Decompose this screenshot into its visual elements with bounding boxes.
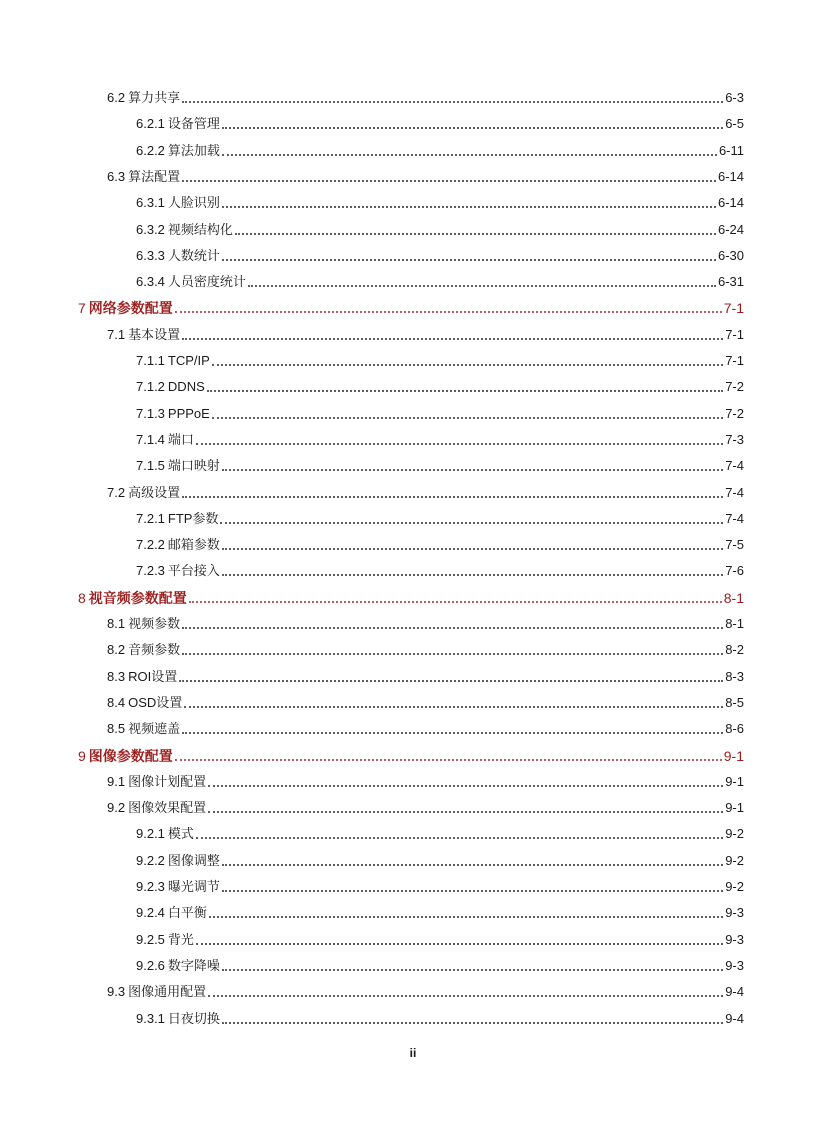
toc-entry-page: 7-4 — [725, 484, 744, 500]
toc-entry-number: 7 — [78, 300, 86, 317]
toc-entry-number: 7.2.3 — [136, 563, 165, 579]
toc-entry-page: 6-14 — [717, 195, 744, 211]
toc-entry-title: OSD设置 — [128, 694, 183, 710]
toc-entry-number: 7.2.1 — [136, 510, 165, 526]
toc-entry-title: 图像通用配置 — [128, 984, 207, 1000]
toc-entry-number: 6.3 — [107, 168, 126, 184]
toc-entry-page: 7-1 — [725, 353, 744, 368]
toc-entry[interactable] — [136, 375, 744, 395]
toc-entry-title: 网络参数配置 — [88, 300, 173, 317]
toc-leader-dots — [175, 759, 722, 761]
toc-entry-title: 端口 — [167, 431, 194, 447]
toc-entry[interactable] — [136, 1007, 744, 1027]
toc-entry-title: 模式 — [167, 826, 194, 842]
toc-entry-title: 图像计划配置 — [128, 773, 207, 789]
toc-leader-dots — [208, 995, 723, 997]
toc-leader-dots — [182, 627, 723, 629]
toc-leader-dots — [248, 285, 716, 287]
toc-entry-page: 7-4 — [725, 510, 744, 526]
toc-entry[interactable] — [107, 86, 744, 106]
toc-entry-page: 8-5 — [725, 694, 744, 710]
toc-leader-dots — [189, 601, 722, 603]
toc-entry[interactable] — [136, 849, 744, 869]
toc-entry[interactable] — [136, 533, 744, 553]
toc-entry-title: 音频参数 — [128, 642, 181, 658]
toc-entry-title: 基本设置 — [128, 326, 181, 342]
toc-entry-page: 6-14 — [717, 168, 744, 184]
toc-entry[interactable] — [136, 507, 744, 527]
toc-leader-dots — [222, 127, 723, 129]
toc-entry-page: 6-31 — [717, 274, 744, 290]
toc-entry-title: TCP/IP — [167, 353, 210, 368]
toc-entry-page: 9-1 — [725, 773, 744, 789]
toc-entry[interactable] — [136, 244, 744, 264]
toc-entry-title: 端口映射 — [167, 458, 220, 474]
toc-entry-title: 算力共享 — [128, 90, 181, 105]
toc-entry-page: 6-3 — [725, 90, 744, 105]
toc-entry-title: 高级设置 — [128, 484, 181, 500]
toc-entry-page: 9-4 — [725, 1010, 744, 1026]
toc-entry-title: ROI设置 — [128, 668, 178, 684]
page-number: ii — [409, 1046, 417, 1060]
toc-entry-title: 背光 — [167, 931, 194, 947]
toc-entry-number: 7.1.5 — [136, 458, 165, 474]
toc-entry-page: 7-2 — [725, 405, 744, 421]
toc-leader-dots — [182, 496, 723, 498]
toc-entry-page: 9-2 — [725, 879, 744, 894]
toc-leader-dots — [222, 864, 723, 866]
toc-entry-page: 9-2 — [725, 826, 744, 842]
toc-entry-number: 7.1.4 — [136, 431, 165, 447]
toc-entry[interactable] — [136, 191, 744, 211]
toc-entry-title: 曝光调节 — [167, 879, 220, 894]
toc-entry-number: 9 — [78, 747, 86, 764]
toc-entry-number: 9.2.3 — [136, 879, 165, 894]
toc-entry-number: 6.3.1 — [136, 195, 165, 211]
toc-leader-dots — [220, 522, 723, 524]
toc-entry[interactable] — [136, 139, 744, 159]
toc-entry-title: PPPoE — [167, 405, 210, 421]
toc-entry-number: 7.1.1 — [136, 353, 165, 368]
toc-entry-title: 人数统计 — [167, 247, 220, 263]
toc-entry-number: 8.2 — [107, 642, 126, 658]
toc-entry-page: 8-3 — [725, 668, 744, 684]
toc-entry-number: 8 — [78, 589, 86, 606]
toc-entry-number: 9.3 — [107, 984, 126, 1000]
toc-entry-number: 7.1.3 — [136, 405, 165, 421]
toc-entry-title: 图像调整 — [167, 852, 220, 868]
toc-entry-title: 图像效果配置 — [128, 800, 207, 816]
toc-entry-title: FTP参数 — [167, 510, 219, 526]
toc-leader-dots — [175, 311, 722, 313]
toc-entry[interactable] — [107, 323, 744, 343]
toc-leader-dots — [182, 101, 723, 103]
toc-entry[interactable] — [107, 796, 744, 816]
toc-entry-page: 7-1 — [723, 300, 744, 317]
toc-entry-number: 9.2 — [107, 800, 126, 816]
toc-entry-page: 9-2 — [725, 852, 744, 868]
toc-leader-dots — [212, 364, 723, 366]
toc-entry-title: 设备管理 — [167, 116, 220, 132]
toc-entry-number: 8.4 — [107, 694, 126, 710]
toc-leader-dots — [182, 338, 723, 340]
toc-entry[interactable] — [107, 638, 744, 658]
toc-entry-number: 9.2.1 — [136, 826, 165, 842]
toc-entry[interactable] — [107, 165, 744, 185]
toc-leader-dots — [196, 443, 723, 445]
toc-entry-page: 8-6 — [725, 721, 744, 737]
toc-leader-dots — [212, 417, 723, 419]
toc-entry-page: 6-11 — [718, 142, 744, 158]
toc-entry-title: 视频结构化 — [167, 221, 233, 237]
toc-entry[interactable] — [136, 954, 744, 974]
toc-leader-dots — [222, 154, 717, 156]
toc-entry-page: 7-5 — [725, 537, 744, 553]
toc-leader-dots — [222, 969, 723, 971]
toc-entry[interactable] — [136, 349, 744, 369]
toc-leader-dots — [182, 653, 723, 655]
toc-leader-dots — [222, 259, 716, 261]
toc-entry-title: 视音频参数配置 — [88, 589, 187, 606]
toc-entry[interactable] — [136, 428, 744, 448]
toc-entry-title: 人脸识别 — [167, 195, 220, 211]
toc-entry-page: 9-4 — [725, 984, 744, 1000]
toc-entry-page: 9-1 — [723, 747, 744, 764]
toc-entry-page: 9-3 — [725, 957, 744, 973]
toc-entry-number: 9.3.1 — [136, 1010, 165, 1026]
toc-entry-title: 视频遮盖 — [128, 721, 181, 737]
toc-entry-number: 7.1 — [107, 326, 126, 342]
toc-entry-page: 7-6 — [725, 563, 744, 579]
toc-leader-dots — [222, 1022, 723, 1024]
toc-entry-page: 9-3 — [725, 931, 744, 947]
toc-entry-number: 9.1 — [107, 773, 126, 789]
toc-leader-dots — [208, 785, 723, 787]
toc-leader-dots — [222, 574, 723, 576]
toc-entry-number: 6.2.2 — [136, 142, 165, 158]
toc-entry-page: 7-4 — [725, 458, 744, 474]
toc-entry-number: 7.2.2 — [136, 537, 165, 553]
toc-leader-dots — [182, 732, 723, 734]
toc-entry[interactable] — [107, 770, 744, 790]
toc-entry[interactable] — [107, 481, 744, 501]
toc-entry[interactable] — [136, 218, 744, 238]
toc-entry-page: 7-3 — [725, 431, 744, 447]
toc-entry[interactable] — [78, 296, 744, 316]
toc-leader-dots — [222, 206, 716, 208]
toc-entry-number: 7.1.2 — [136, 379, 165, 395]
toc-entry-page: 8-2 — [725, 642, 744, 658]
toc-entry-title: 算法加载 — [167, 142, 220, 158]
toc-entry-title: 图像参数配置 — [88, 747, 173, 764]
toc-entry-number: 7.2 — [107, 484, 126, 500]
toc-entry[interactable] — [136, 112, 744, 132]
toc-entry-number: 9.2.2 — [136, 852, 165, 868]
toc-entry-number: 6.2 — [107, 90, 126, 105]
toc-entry-page: 8-1 — [723, 589, 744, 606]
toc-entry[interactable] — [107, 691, 744, 711]
toc-entry-title: 算法配置 — [128, 168, 181, 184]
toc-entry[interactable] — [107, 980, 744, 1000]
toc-entry[interactable] — [136, 928, 744, 948]
toc-leader-dots — [182, 180, 716, 182]
toc-entry-page: 6-30 — [717, 247, 744, 263]
toc-entry[interactable] — [136, 875, 744, 895]
toc-entry[interactable] — [78, 586, 744, 606]
toc-entry-number: 6.3.2 — [136, 221, 165, 237]
toc-entry-page: 7-1 — [725, 326, 744, 342]
toc-entry-title: 人员密度统计 — [167, 274, 246, 290]
toc-entry-number: 8.5 — [107, 721, 126, 737]
toc-entry-number: 6.3.3 — [136, 247, 165, 263]
toc-entry[interactable] — [78, 744, 744, 764]
toc-entry-title: 视频参数 — [128, 616, 181, 631]
toc-entry-page: 6-24 — [717, 221, 744, 237]
toc-entry[interactable] — [136, 454, 744, 474]
toc-entry-page: 9-3 — [725, 905, 744, 921]
toc-entry-number: 6.3.4 — [136, 274, 165, 290]
toc-leader-dots — [207, 390, 723, 392]
toc-entry-title: 平台接入 — [167, 563, 220, 579]
toc-entry[interactable] — [136, 822, 744, 842]
toc-entry-number: 8.1 — [107, 616, 126, 631]
toc-entry-number: 6.2.1 — [136, 116, 165, 132]
toc-leader-dots — [222, 469, 723, 471]
toc-entry-title: 邮箱参数 — [167, 537, 220, 553]
toc-entry-page: 9-1 — [725, 800, 744, 816]
toc-entry-title: DDNS — [167, 379, 205, 395]
toc-entry-page: 7-2 — [725, 379, 744, 395]
toc-entry-title: 白平衡 — [167, 905, 207, 921]
toc-entry-number: 9.2.6 — [136, 957, 165, 973]
toc-entry-number: 8.3 — [107, 668, 126, 684]
toc-leader-dots — [209, 916, 723, 918]
toc-entry[interactable] — [136, 402, 744, 422]
toc-leader-dots — [222, 890, 723, 892]
toc-leader-dots — [179, 680, 723, 682]
toc-entry[interactable] — [136, 901, 744, 921]
toc-entry-number: 9.2.4 — [136, 905, 165, 921]
toc-leader-dots — [208, 811, 723, 813]
toc-leader-dots — [235, 233, 716, 235]
toc-entry[interactable] — [107, 665, 744, 685]
toc-entry-page: 6-5 — [725, 116, 744, 132]
toc-leader-dots — [184, 706, 723, 708]
toc-entry[interactable] — [107, 717, 744, 737]
toc-entry[interactable] — [136, 559, 744, 579]
toc-entry[interactable] — [136, 270, 744, 290]
toc-entry[interactable] — [107, 612, 744, 632]
toc-entry-title: 日夜切换 — [167, 1010, 220, 1026]
toc-leader-dots — [222, 548, 723, 550]
toc-entry-title: 数字降噪 — [167, 957, 220, 973]
toc-entry-number: 9.2.5 — [136, 931, 165, 947]
toc-entry-page: 8-1 — [725, 616, 744, 631]
toc-leader-dots — [196, 837, 723, 839]
toc-leader-dots — [196, 943, 723, 945]
